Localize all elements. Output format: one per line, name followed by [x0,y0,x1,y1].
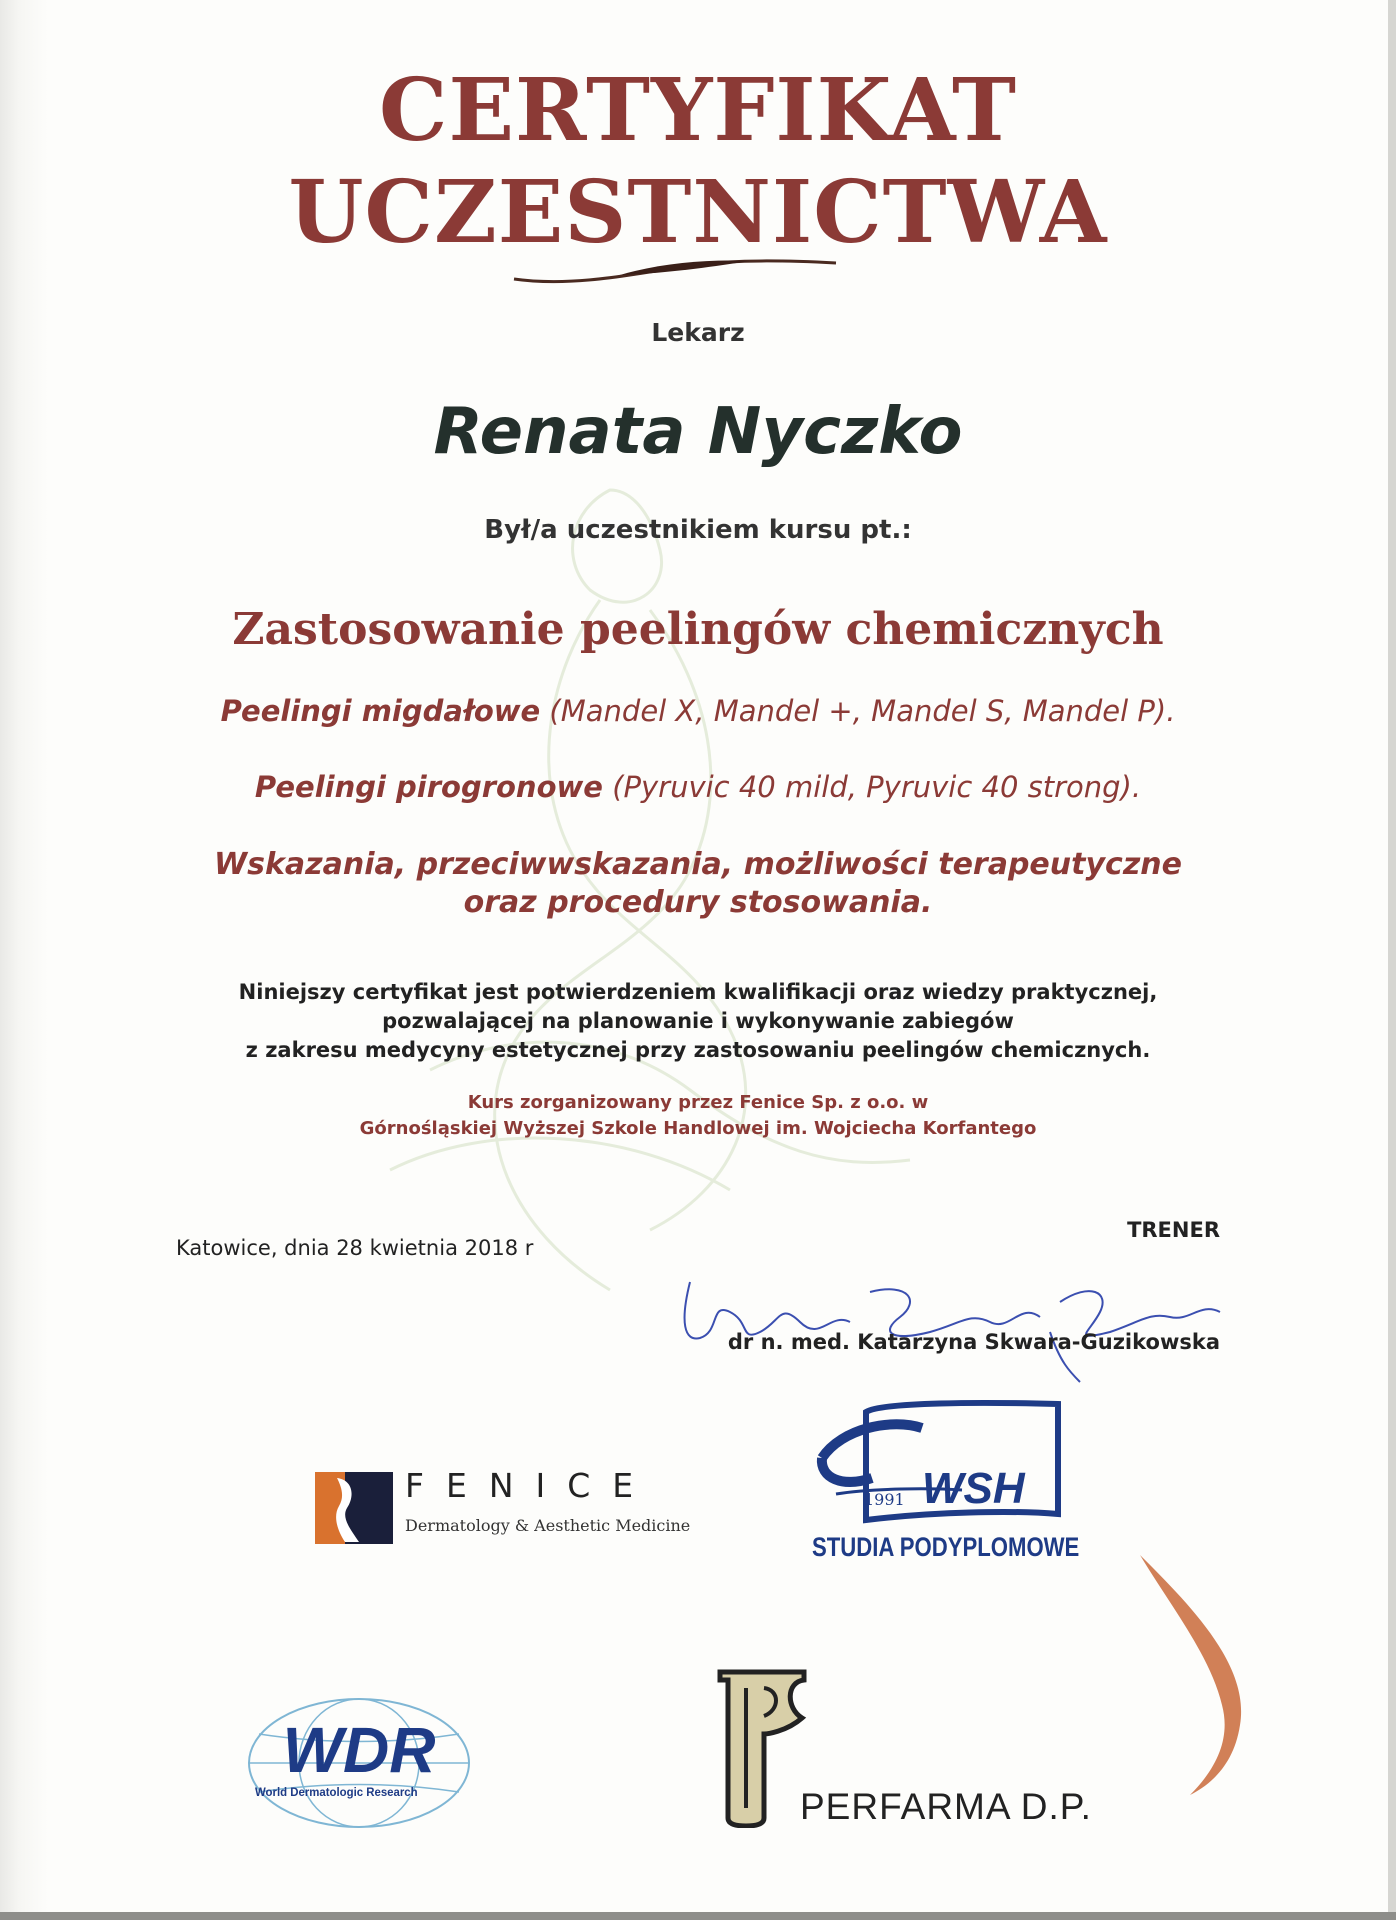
indications-text [0,846,1396,922]
fenice-subtitle: Dermatology & Aesthetic Medicine [405,1516,691,1535]
perfarma-logo [716,1668,1116,1828]
scan-edge-right [1388,0,1396,1920]
course-item-almond-bold: Peelingi migdałowe [220,694,541,728]
decorative-swoosh-icon [1130,1545,1290,1805]
wdr-text: WDR [282,1714,436,1786]
scan-edge-left [0,0,48,1920]
wdr-logo [244,1694,474,1832]
organizer-text [0,1090,1396,1142]
certificate-title-line2: UCZESTNICTWA [288,162,1108,263]
course-item-almond-detail: (Mandel X, Mandel +, Mandel S, Mandel P). [549,694,1176,728]
description-line1: Niniejszy certyfikat jest potwierdzeniem kwalifikacji oraz wiedzy praktycznej, [238,980,1158,1004]
wsh-logo [812,1398,1082,1578]
fenice-emblem-icon [315,1472,393,1544]
wdr-globe-icon [244,1694,474,1832]
participant-text: Był/a uczestnikiem kursu pt.: [484,515,912,545]
recipient-role: Lekarz [651,318,745,347]
description-line3: z zakresu medycyny estetycznej przy zastosowaniu peelingów chemicznych. [245,1038,1151,1062]
scan-edge-bottom [0,1912,1396,1920]
fenice-name: FENICE [405,1466,656,1505]
organizer-line1: Kurs zorganizowany przez Fenice Sp. z o.o. w [467,1092,929,1113]
indications-line2: oraz procedury stosowania. [463,885,933,920]
description-line2: pozwalającej na planowanie i wykonywanie zabiegów [382,1009,1014,1033]
trainer-name: dr n. med. Katarzyna Skwara-Guzikowska [727,1330,1220,1354]
course-item-pyruvic-detail: (Pyruvic 40 mild, Pyruvic 40 strong). [612,770,1142,804]
organizer-line2: Górnośląskiej Wyższej Szkole Handlowej im. Wojciecha Korfantego [359,1118,1037,1139]
course-item-pyruvic [0,770,1396,804]
recipient-name: Renata Nyczko [433,395,963,469]
course-title: Zastosowanie peelingów chemicznych [232,604,1164,655]
wdr-subtitle: World Dermatologic Research [255,1785,418,1799]
wsh-text: WSH [922,1464,1025,1513]
title-underline-swash-icon [510,253,840,289]
wsh-year: 1991 [864,1490,905,1509]
perfarma-flask-icon [716,1668,808,1828]
indications-line1: Wskazania, przeciwwskazania, możliwości terapeutyczne [214,847,1182,882]
issue-date: Katowice, dnia 28 kwietnia 2018 r [176,1236,534,1260]
wsh-studia-label: STUDIA PODYPLOMOWE [812,1532,1080,1562]
trainer-signature-icon [670,1262,1240,1392]
perfarma-name: PERFARMA D.P. [800,1786,1092,1827]
certificate-description [0,978,1396,1065]
course-item-almond [0,694,1396,728]
course-item-pyruvic-bold: Peelingi pirogronowe [254,770,603,804]
certificate-title-line1: CERTYFIKAT [379,60,1017,161]
trainer-label: TRENER [1127,1218,1220,1242]
fenice-logo [315,1466,695,1544]
